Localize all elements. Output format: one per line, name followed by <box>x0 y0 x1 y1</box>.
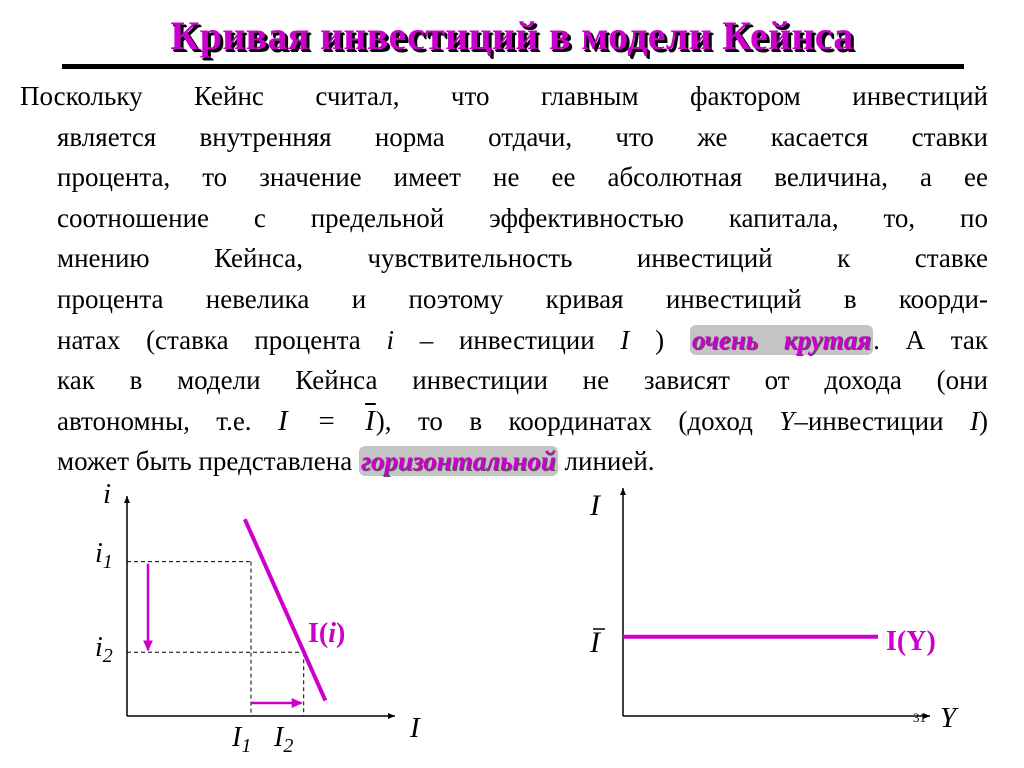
text-line-8: как в модели Кейнса инвестиции не зависят от дохода (они <box>57 365 988 396</box>
text-span: ) <box>629 324 690 355</box>
text-span: линией. <box>557 446 655 477</box>
chart2-series-label: I(Y) <box>886 626 936 657</box>
text-span: ), то в координатах (доход <box>375 405 780 436</box>
page-number: 31 <box>913 710 926 725</box>
var-I: I <box>969 405 979 436</box>
chart1-tick-I1: $I_1$ <box>232 722 252 757</box>
var-I: I <box>620 324 630 355</box>
text-line-1: Поскольку Кейнс считал, что главным фактором инвестиций <box>20 81 988 111</box>
text-span: натах (ставка процента <box>57 324 387 355</box>
chart1-x-axis-label: I <box>410 712 420 744</box>
text-line-2: является внутренняя норма отдачи, что же касается ставки <box>57 121 988 152</box>
chart1-tick-I2: $I_2$ <box>274 722 294 757</box>
equation-sign: = <box>288 404 366 437</box>
text-span: может быть представлена <box>57 446 359 477</box>
equation-I: I <box>277 404 289 437</box>
chart2-y-axis-label: I <box>590 489 600 522</box>
highlight-horizontal: горизонтальной <box>360 446 556 477</box>
equation-I-bar: $\overline{I}$ <box>365 404 376 437</box>
text-span: ) <box>978 405 988 436</box>
investment-curve-I-i <box>245 519 326 700</box>
chart1-tick-i1: $i_1$ <box>95 538 113 573</box>
var-Y: Y <box>779 405 795 436</box>
chart1-y-axis-label: i <box>103 478 112 510</box>
text-line-5: мнению Кейнса, чувствительность инвестиций к ставке <box>57 243 988 274</box>
text-span: –инвестиции <box>794 405 970 436</box>
chart-investment-vs-rate <box>95 478 421 757</box>
text-span: автономны, т.е. <box>57 405 278 436</box>
text-span: – инвестиции <box>394 324 621 355</box>
chart2-tick-I-bar: I <box>590 626 600 659</box>
text-line-3: процента, то значение имеет не ее абсолютная величина, а ее <box>57 162 988 193</box>
chart-investment-vs-income <box>589 488 959 734</box>
text-line-6: процента невелика и поэтому кривая инвестиций в коорди- <box>57 283 988 314</box>
highlight-very-steep: очень крутая <box>691 324 872 355</box>
slide-title: Кривая инвестиций в модели Кейнса <box>170 13 854 58</box>
text-line-4: соотношение с предельной эффективностью капитала, то, по <box>57 202 988 233</box>
chart2-x-axis-label: Y <box>940 702 957 734</box>
text-span: . А так <box>873 324 988 355</box>
chart1-series-label: I(i) <box>308 618 346 649</box>
var-i: i <box>386 324 394 355</box>
chart1-tick-i2: $i_2$ <box>95 632 113 667</box>
